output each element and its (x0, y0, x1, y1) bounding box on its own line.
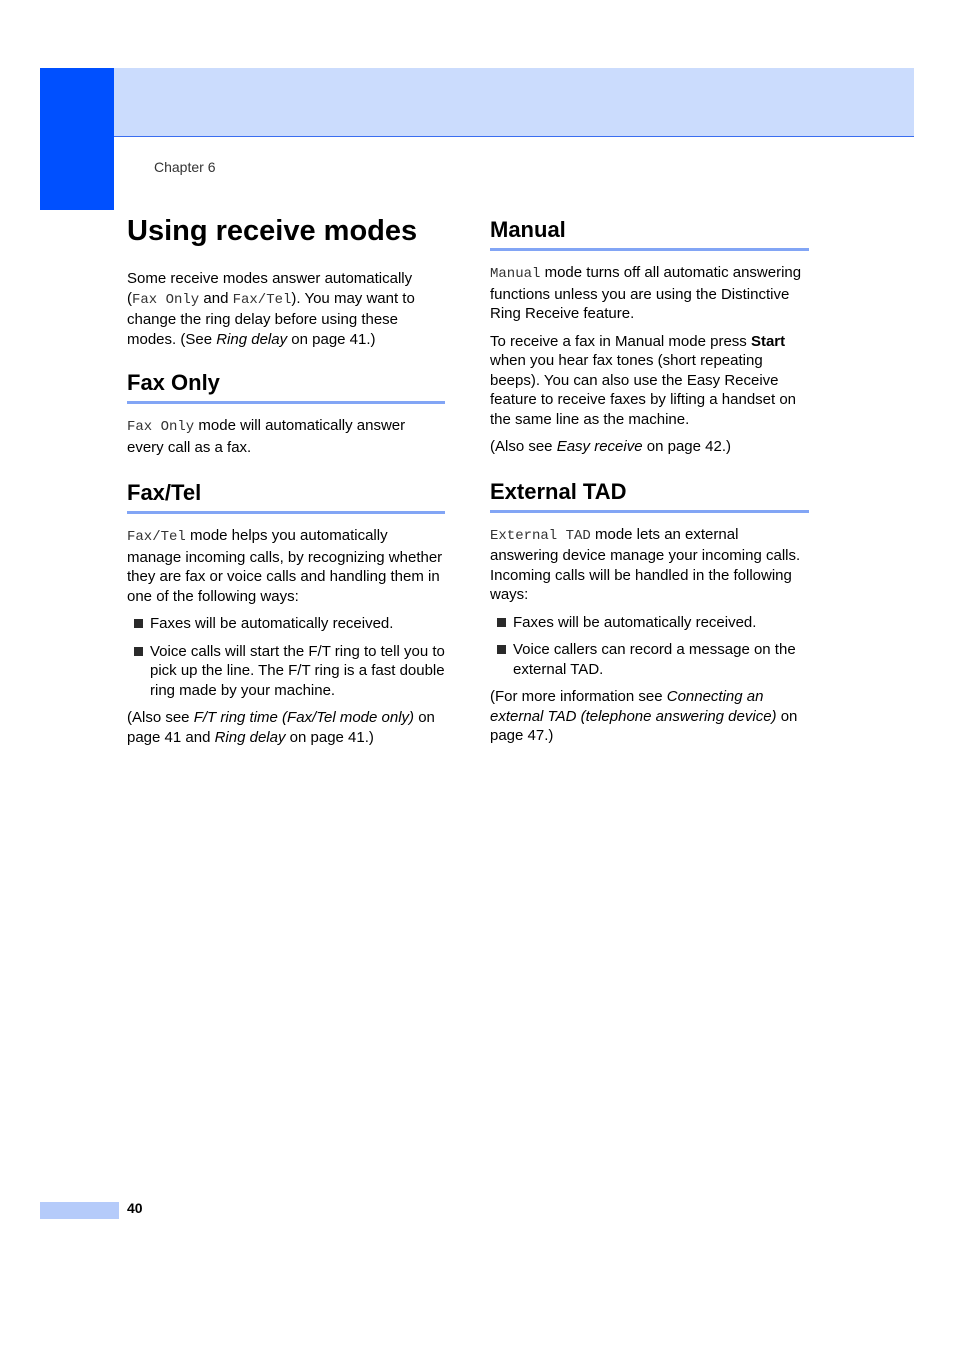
page-title: Using receive modes (127, 215, 418, 247)
bullet-square-icon (134, 619, 143, 628)
fax-tel-paragraph: Fax/Tel mode helps you automatically manage incoming calls, by recognizing whether they are fax or voice calls and handling them in one of the following ways: (127, 527, 443, 605)
page-number: 40 (127, 1200, 143, 1216)
manual-also-see: (Also see Easy receive on page 42.) (490, 438, 731, 455)
external-tad-paragraph: External TAD mode lets an external answering device manage your incoming calls. Incoming calls will be handled in the following ways: (490, 525, 801, 603)
manual-start-paragraph: To receive a fax in Manual mode press Start when you hear fax tones (short repeating beeps). You can also use the Easy Receive feature to receive faxes by lifting a handset on the same line as the machine. (490, 332, 797, 428)
bullet-square-icon (497, 645, 506, 654)
fax-only-heading: Fax Only (127, 370, 445, 404)
fax-tel-list (133, 614, 445, 700)
bullet-square-icon (497, 618, 506, 627)
footer-bar (40, 1202, 119, 1219)
external-tad-more-info: (For more information see Connecting an external TAD (telephone answering device) on page 47.) (490, 688, 798, 744)
chapter-label: Chapter 6 (154, 159, 216, 175)
chapter-tab (40, 68, 114, 210)
manual-paragraph: Manual mode turns off all automatic answering functions unless you are using the Distinctive Ring Receive feature. (490, 264, 802, 322)
fax-tel-heading: Fax/Tel (127, 480, 445, 514)
list-item: Faxes will be automatically received. (496, 613, 809, 633)
manual-heading: Manual (490, 217, 809, 251)
header-band (114, 68, 914, 137)
list-item: Voice callers can record a message on the external TAD. (496, 640, 809, 679)
external-tad-section (490, 479, 809, 746)
list-item: Faxes will be automatically received. (133, 614, 445, 634)
bullet-square-icon (134, 647, 143, 656)
list-item: Voice calls will start the F/T ring to tell you to pick up the line. The F/T ring is a fast double ring made by your machine. (133, 642, 445, 701)
fax-only-paragraph: Fax Only mode will automatically answer every call as a fax. (127, 417, 406, 456)
right-column (490, 210, 809, 746)
external-tad-list (496, 613, 809, 680)
intro-paragraph: Some receive modes answer automatically (Fax Only and Fax/Tel). You may want to change the ring delay before using these modes. (See Ring delay on page 41.) (127, 270, 415, 348)
left-column (127, 210, 445, 747)
fax-tel-also-see: (Also see F/T ring time (Fax/Tel mode only) on page 41 and Ring delay on page 41.) (127, 709, 435, 746)
fax-only-section (127, 370, 445, 457)
fax-tel-section (127, 480, 445, 747)
manual-section (490, 217, 809, 457)
external-tad-heading: External TAD (490, 479, 809, 513)
